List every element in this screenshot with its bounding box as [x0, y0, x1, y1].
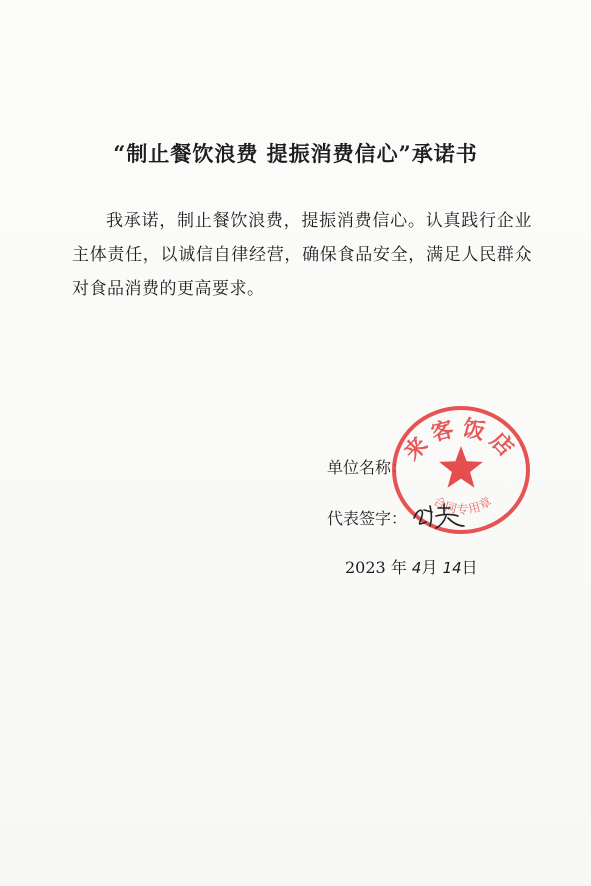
svg-text:合同专用章: 合同专用章 — [431, 493, 495, 517]
pledge-body: 我承诺，制止餐饮浪费，提振消费信心。认真践行企业主体责任，以诚信自律经营，确保食品安全，满足人民群众对食品消费的更高要求。 — [72, 211, 532, 299]
date-month: 4 — [411, 559, 422, 577]
representative-signature — [410, 500, 470, 530]
representative-signature-label: 代表签字： — [327, 509, 408, 528]
date-day: 14 — [442, 559, 462, 577]
date-day-unit: 日 — [461, 558, 478, 577]
date-month-unit: 月 — [421, 558, 438, 577]
document-title: “制止餐饮浪费 提振消费信心”承诺书 — [113, 141, 478, 166]
svg-text:来客饭店: 来客饭店 — [399, 414, 523, 466]
date-year: 2023 — [345, 558, 386, 577]
unit-name-label: 单位名称： — [327, 458, 408, 477]
date-year-unit: 年 — [390, 558, 407, 577]
date-line — [345, 555, 478, 578]
seal-star-icon — [439, 446, 483, 488]
